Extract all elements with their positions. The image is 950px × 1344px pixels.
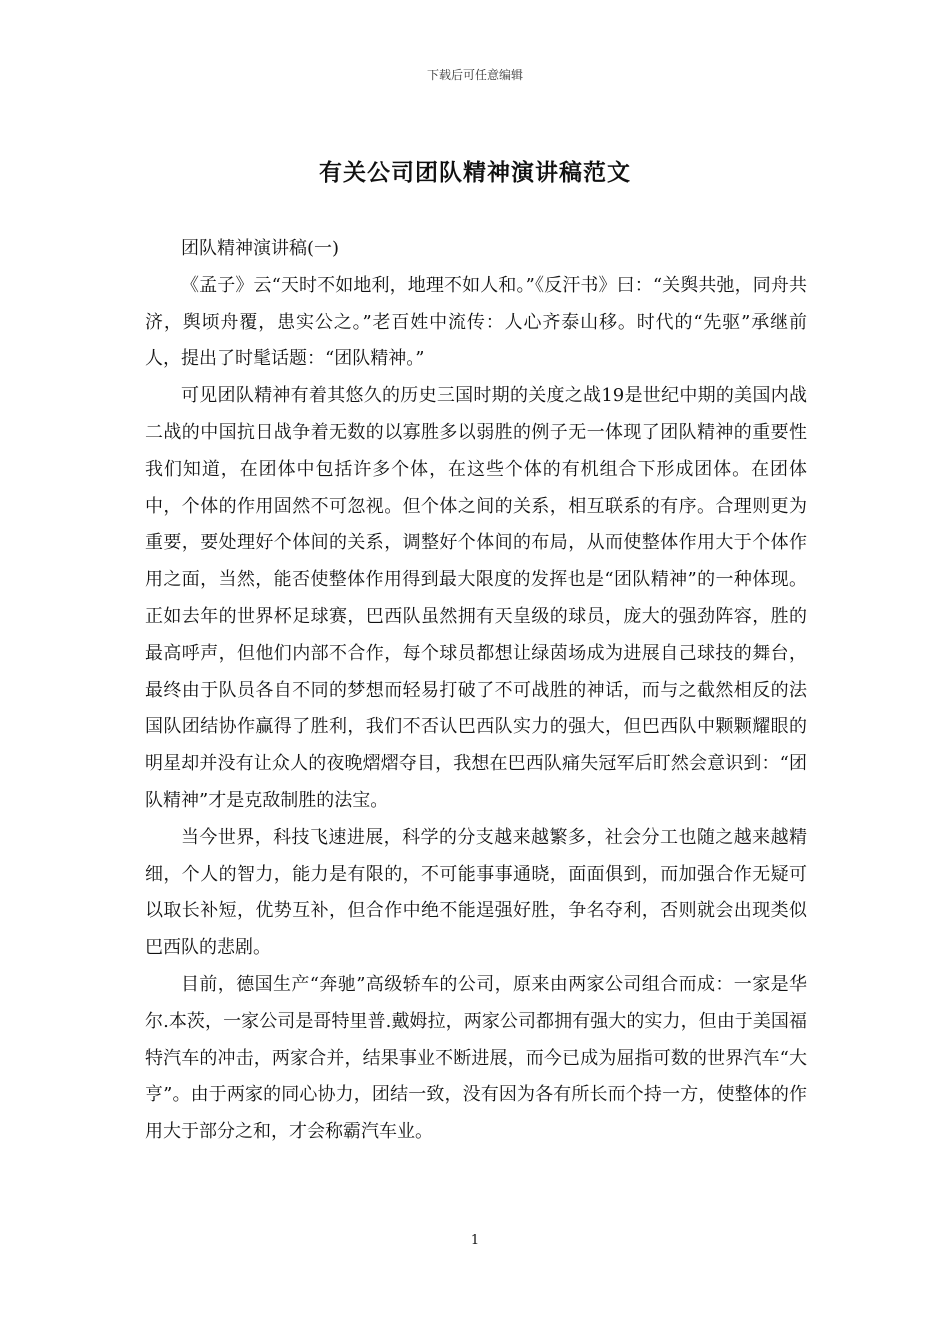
paragraph: 当今世界，科技飞速进展，科学的分支越来越繁多，社会分工也随之越来越精细，个人的智力，能力是有限的，不可能事事通晓，面面俱到，而加强合作无疑可以取长补短，优势互补，但合作中绝不能逞强好胜，争名夺利，否则就会出现类似巴西队的悲剧。 xyxy=(145,826,807,959)
document-body xyxy=(145,231,807,1151)
document-title: 有关公司团队精神演讲稿范文 xyxy=(319,160,631,186)
page-number: 1 xyxy=(470,1233,480,1248)
paragraph: 目前，德国生产“奔驰”高级轿车的公司，原来由两家公司组合而成：一家是华尔.本茨，一家公司是哥特里普.戴姆拉，两家公司都拥有强大的实力，但由于美国福特汽车的冲击，两家合并，结果事业不断进展，而今已成为屈指可数的世界汽车“大亨”。由于两家的同心协力，团结一致，没有因为各有所长而个持一方，使整体的作用大于部分之和，才会称霸汽车业。 xyxy=(145,973,807,1143)
paragraph-subtitle: 团队精神演讲稿(一) xyxy=(181,238,340,259)
paragraph: 可见团队精神有着其悠久的历史三国时期的关度之战19是世纪中期的美国内战二战的中国抗日战争着无数的以寡胜多以弱胜的例子无一体现了团队精神的重要性我们知道，在团体中包括许多个体，在这些个体的有机组合下形成团体。在团体中，个体的作用固然不可忽视。但个体之间的关系，相互联系的有序。合理则更为重要，要处理好个体间的关系，调整好个体间的布局，从而使整体作用大于个体作用之面，当然，能否使整体作用得到最大限度的发挥也是“团队精神”的一种体现。正如去年的世界杯足球赛，巴西队虽然拥有天皇级的球员，庞大的强劲阵容，胜的最高呼声，但他们内部不合作，每个球员都想让绿茵场成为进展自己球技的舞台，最终由于队员各自不同的梦想而轻易打破了不可战胜的神话，而与之截然相反的法国队团结协作赢得了胜利，我们不否认巴西队实力的强大，但巴西队中颗颗耀眼的明星却并没有让众人的夜晚熠熠夺目，我想在巴西队痛失冠军后盯然会意识到：“团队精神”才是克敌制胜的法宝。 xyxy=(145,385,807,811)
header-note: 下载后可任意编辑 xyxy=(426,68,523,82)
paragraph: 《孟子》云“天时不如地利，地理不如人和。”《反汗书》曰：“关舆共弛，同舟共济，舆顷舟覆，患实公之。”老百姓中流传：人心齐泰山移。时代的“先驱”承继前人，提出了时髦话题：“团队精神。” xyxy=(145,274,807,370)
